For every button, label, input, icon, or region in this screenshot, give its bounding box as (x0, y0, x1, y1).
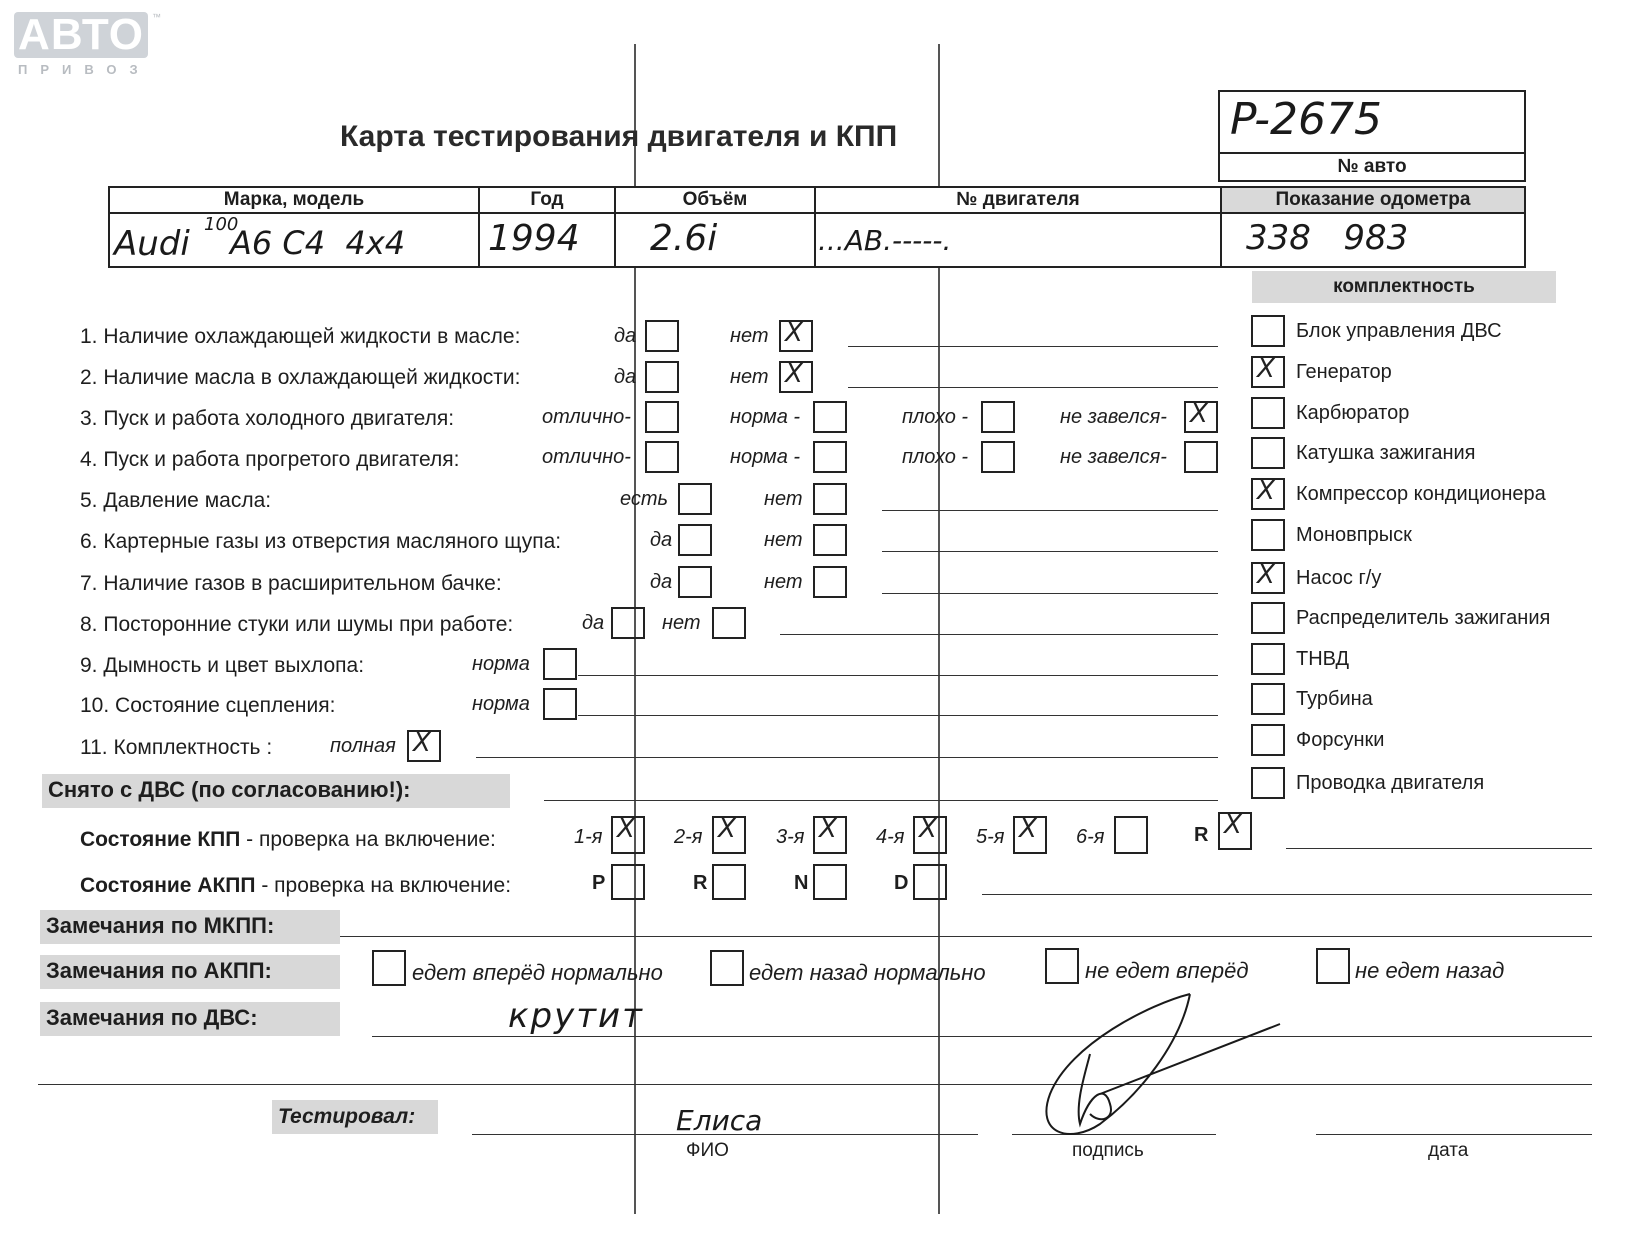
header-year: Год (530, 189, 564, 210)
kit-title: комплектность (1252, 271, 1556, 303)
logo-subtitle: ПРИВОЗ (18, 62, 151, 77)
item-7-no-label: нет (764, 571, 803, 593)
akpp-no-backward-checkbox[interactable] (1316, 948, 1350, 984)
engine-number-value: ...AB.-----. (818, 224, 952, 257)
kit-checkbox-engine-wiring[interactable] (1251, 767, 1285, 799)
akpp-forward-ok-checkbox[interactable] (372, 950, 406, 986)
gear-3-mark: X (819, 814, 837, 844)
item-3-not-started-mark: X (1190, 399, 1208, 429)
item-5-present-checkbox[interactable] (678, 483, 712, 515)
removed-note-line (544, 800, 1218, 801)
kit-label-turbine: Турбина (1296, 688, 1373, 710)
gear-2-label: 2-я (674, 826, 703, 848)
remarks-extra-line (38, 1084, 1592, 1085)
gear-3-checkbox[interactable] (813, 816, 847, 854)
akpp-label-rest: - проверка на включение: (255, 874, 512, 897)
date-line (1316, 1134, 1592, 1135)
akpp-r-checkbox[interactable] (712, 864, 746, 900)
item-3-bad-checkbox[interactable] (981, 401, 1015, 433)
akpp-no-forward-label: не едет вперёд (1085, 958, 1249, 983)
gear-r-label: R (1194, 824, 1209, 846)
item-8-no-checkbox[interactable] (712, 607, 746, 639)
kpp-label-bold: Состояние КПП (80, 828, 241, 851)
gear-4-mark: X (919, 814, 937, 844)
akpp-r-label: R (693, 872, 708, 894)
item-3-label: 3. Пуск и работа холодного двигателя: (80, 407, 455, 430)
kit-label-engine-wiring: Проводка двигателя (1296, 772, 1485, 794)
item-5-note-line (882, 510, 1218, 511)
akpp-p-checkbox[interactable] (611, 864, 645, 900)
gear-5-checkbox[interactable] (1013, 816, 1047, 854)
kpp-note-line (1286, 848, 1592, 849)
kit-checkbox-turbine[interactable] (1251, 683, 1285, 715)
item-6-note-line (882, 551, 1218, 552)
item-1-no-checkbox[interactable] (779, 320, 813, 352)
fio-caption: ФИО (686, 1140, 729, 1161)
item-8-note-line (780, 634, 1218, 635)
item-3-excellent-label: отлично- (542, 406, 631, 428)
item-10-normal-checkbox[interactable] (543, 688, 577, 720)
gear-6-label: 6-я (1076, 826, 1105, 848)
remarks-mkpp-label: Замечания по МКПП: (40, 910, 340, 944)
item-9-note-line (578, 675, 1218, 676)
item-11-complete-mark: X (413, 728, 431, 758)
item-6-no-label: нет (764, 529, 803, 551)
item-5-absent-checkbox[interactable] (813, 483, 847, 515)
kit-label-injection-pump: ТНВД (1296, 648, 1350, 670)
akpp-label (80, 874, 511, 898)
item-6-yes-label: да (650, 529, 673, 551)
item-7-yes-checkbox[interactable] (678, 566, 712, 598)
gear-1-mark: X (617, 814, 635, 844)
item-3-not-started-checkbox[interactable] (1184, 401, 1218, 433)
kit-label-power-steering-pump: Насос г/у (1296, 567, 1382, 589)
item-3-not-started-label: не завелся- (1060, 406, 1167, 428)
kit-label-ecu: Блок управления ДВС (1296, 320, 1502, 342)
item-4-not-started-label: не завелся- (1060, 446, 1167, 468)
gear-2-mark: X (718, 814, 736, 844)
remarks-dvs-value: крутит (508, 996, 644, 1036)
akpp-note-line (982, 894, 1592, 895)
item-5-label: 5. Давление масла: (80, 489, 272, 512)
item-4-bad-checkbox[interactable] (981, 441, 1015, 473)
header-volume: Объём (682, 189, 748, 210)
item-9-normal-checkbox[interactable] (543, 648, 577, 680)
remarks-akpp-label: Замечания по АКПП: (40, 955, 340, 989)
gear-5-mark: X (1019, 814, 1037, 844)
item-7-note-line (882, 593, 1218, 594)
item-3-excellent-checkbox[interactable] (645, 401, 679, 433)
item-7-label: 7. Наличие газов в расширительном бачке: (80, 572, 502, 595)
gear-3-label: 3-я (776, 826, 805, 848)
item-1-no-label: нет (730, 325, 769, 347)
logo-trademark: ™ (152, 12, 161, 22)
kit-checkbox-power-steering-pump[interactable] (1251, 562, 1285, 594)
item-6-label: 6. Картерные газы из отверстия масляного щупа: (80, 530, 562, 553)
item-9-label: 9. Дымность и цвет выхлопа: (80, 654, 365, 677)
item-1-note-line (848, 346, 1218, 347)
gear-5-label: 5-я (976, 826, 1005, 848)
item-3-normal-checkbox[interactable] (813, 401, 847, 433)
kit-mark: X (1257, 476, 1275, 506)
tester-name-handwritten: Елиса (676, 1104, 763, 1137)
akpp-d-label: D (894, 872, 909, 894)
item-10-label: 10. Состояние сцепления: (80, 694, 336, 717)
vehicle-info-table (108, 186, 1526, 268)
akpp-d-checkbox[interactable] (913, 864, 947, 900)
remarks-dvs-label: Замечания по ДВС: (40, 1002, 340, 1036)
date-caption: дата (1428, 1140, 1469, 1161)
auto-number-divider (1220, 152, 1524, 154)
odometer-value: 338 983 (1246, 218, 1409, 258)
table-row-divider (110, 212, 1524, 214)
item-5-present-label: есть (620, 488, 669, 510)
item-4-bad-label: плохо - (902, 446, 969, 468)
kpp-label (80, 828, 496, 852)
gear-r-checkbox[interactable] (1218, 812, 1252, 850)
kit-checkbox-mono-injection[interactable] (1251, 519, 1285, 551)
item-1-yes-label: да (614, 325, 637, 347)
item-2-note-line (848, 387, 1218, 388)
gear-4-label: 4-я (876, 826, 905, 848)
model-value-rest: A6 C4 4x4 (230, 224, 406, 262)
item-2-no-checkbox[interactable] (779, 361, 813, 393)
kit-checkbox-ac-compressor[interactable] (1251, 478, 1285, 510)
form-title: Карта тестирования двигателя и КПП (340, 120, 898, 153)
akpp-forward-ok-label: едет вперёд нормально (412, 960, 663, 985)
tested-by-label: Тестировал: (272, 1100, 438, 1134)
handwritten-signature (1030, 984, 1330, 1154)
item-1-no-mark: X (785, 318, 803, 348)
item-2-no-label: нет (730, 366, 769, 388)
year-value: 1994 (488, 218, 580, 259)
gear-6-checkbox[interactable] (1114, 816, 1148, 854)
item-11-label: 11. Комплектность : (80, 736, 273, 759)
item-10-normal-label: норма (472, 693, 530, 715)
logo-main-text: АВТО (14, 12, 148, 58)
gear-r-mark: X (1224, 810, 1242, 840)
item-2-yes-checkbox[interactable] (645, 361, 679, 393)
model-value: Audi (114, 224, 190, 264)
gear-1-checkbox[interactable] (611, 816, 645, 854)
item-4-excellent-label: отлично- (542, 446, 631, 468)
item-3-normal-label: норма - (730, 406, 801, 428)
item-11-complete-checkbox[interactable] (407, 730, 441, 762)
item-8-no-label: нет (662, 612, 701, 634)
item-3-bad-label: плохо - (902, 406, 969, 428)
kit-label-distributor: Распределитель зажигания (1296, 607, 1551, 629)
kpp-label-rest: - проверка на включение: (240, 828, 496, 851)
auto-number-value: P-2675 (1230, 94, 1382, 145)
item-9-normal-label: норма (472, 653, 530, 675)
item-1-yes-checkbox[interactable] (645, 320, 679, 352)
kit-checkbox-carburetor[interactable] (1251, 397, 1285, 429)
item-7-no-checkbox[interactable] (813, 566, 847, 598)
kit-label-mono-injection: Моновпрыск (1296, 524, 1412, 546)
kit-label-carburetor: Карбюратор (1296, 402, 1410, 424)
item-7-yes-label: да (650, 571, 673, 593)
kit-checkbox-injectors[interactable] (1251, 724, 1285, 756)
gear-4-checkbox[interactable] (913, 816, 947, 854)
kit-checkbox-ecu[interactable] (1251, 315, 1285, 347)
akpp-backward-ok-checkbox[interactable] (710, 950, 744, 986)
kit-checkbox-ignition-coil[interactable] (1251, 437, 1285, 469)
header-model: Марка, модель (223, 189, 365, 210)
akpp-no-backward-label: не едет назад (1355, 958, 1505, 983)
item-2-yes-label: да (614, 366, 637, 388)
kit-mark: X (1257, 560, 1275, 590)
item-2-label: 2. Наличие масла в охлаждающей жидкости: (80, 366, 521, 389)
item-6-no-checkbox[interactable] (813, 524, 847, 556)
item-8-label: 8. Посторонние стуки или шумы при работе: (80, 613, 514, 636)
remarks-dvs-line (372, 1036, 1592, 1037)
kit-checkbox-injection-pump[interactable] (1251, 643, 1285, 675)
kit-mark: X (1257, 354, 1275, 384)
kit-label-injectors: Форсунки (1296, 729, 1385, 751)
auto-number-box (1218, 90, 1526, 182)
header-engine-number: № двигателя (956, 189, 1080, 210)
item-2-no-mark: X (785, 359, 803, 389)
akpp-p-label: P (592, 872, 606, 894)
kit-checkbox-generator[interactable] (1251, 356, 1285, 388)
akpp-label-bold: Состояние АКПП (80, 874, 256, 897)
kit-checkbox-distributor[interactable] (1251, 602, 1285, 634)
item-10-note-line (578, 715, 1218, 716)
item-6-yes-checkbox[interactable] (678, 524, 712, 556)
item-4-normal-checkbox[interactable] (813, 441, 847, 473)
kit-label-ac-compressor: Компрессор кондиционера (1296, 483, 1546, 505)
volume-value: 2.6i (650, 218, 718, 259)
auto-number-label: № авто (1337, 156, 1407, 177)
item-4-label: 4. Пуск и работа прогретого двигателя: (80, 448, 460, 471)
model-superscript: 100 (204, 214, 239, 235)
item-4-excellent-checkbox[interactable] (645, 441, 679, 473)
remarks-mkpp-line (340, 936, 1592, 937)
item-11-note-line (476, 757, 1218, 758)
item-8-yes-label: да (582, 612, 605, 634)
header-odometer: Показание одометра (1275, 189, 1471, 210)
signature-caption: подпись (1072, 1140, 1144, 1161)
item-4-normal-label: норма - (730, 446, 801, 468)
removed-from-engine-label: Снято с ДВС (по согласованию!): (42, 774, 510, 808)
gear-2-checkbox[interactable] (712, 816, 746, 854)
item-1-label: 1. Наличие охлаждающей жидкости в масле: (80, 325, 521, 348)
item-4-not-started-checkbox[interactable] (1184, 441, 1218, 473)
akpp-n-label: N (794, 872, 809, 894)
kit-label-generator: Генератор (1296, 361, 1392, 383)
fio-line (472, 1134, 978, 1135)
akpp-no-forward-checkbox[interactable] (1045, 948, 1079, 984)
gear-1-label: 1-я (574, 826, 603, 848)
item-11-complete-label: полная (330, 735, 396, 757)
akpp-backward-ok-label: едет назад нормально (749, 960, 986, 985)
item-8-yes-checkbox[interactable] (611, 607, 645, 639)
item-5-absent-label: нет (764, 488, 803, 510)
akpp-n-checkbox[interactable] (813, 864, 847, 900)
kit-label-ignition-coil: Катушка зажигания (1296, 442, 1476, 464)
